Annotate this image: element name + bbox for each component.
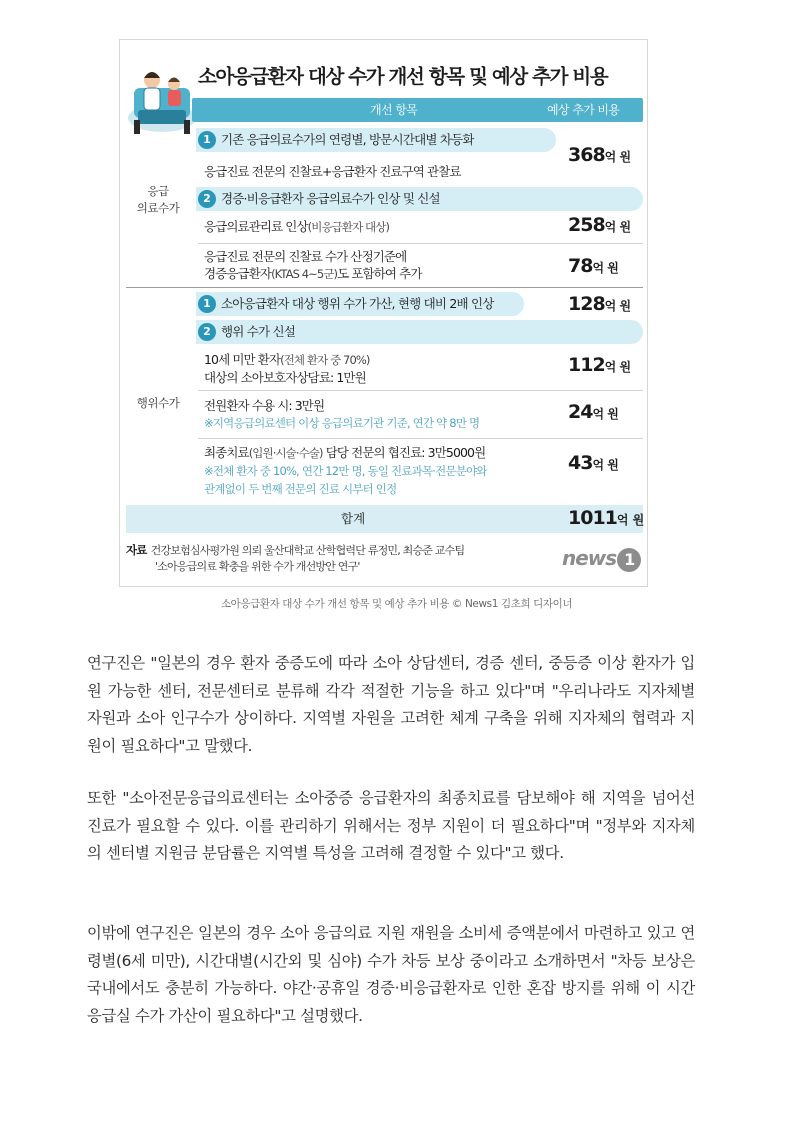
row-2-text	[204, 218, 389, 236]
article-paragraph-2: 또한 "소아전문응급의료센터는 소아중증 응급환자의 최종치료를 담보해야 해 지역을 넘어선 진료가 필요할 수 있다. 이를 관리하기 위해서는 정부 지원이 더 필요하다"며 "정부와 지자체의 센터별 지원금 분담률은 지역별 특성을 고려해 결정할 수 있다"고 했다.	[87, 789, 695, 862]
logo-number: 1	[617, 548, 641, 572]
row-7-note-2: 관계없이 두 번째 전문의 진료 시부터 인정	[204, 482, 397, 496]
item-header-1	[196, 128, 556, 152]
row-3-cost	[568, 255, 618, 277]
row-3-line-2b: (KTAS 4~5군)	[271, 267, 338, 281]
total-row	[126, 505, 643, 533]
doctor-child-illustration	[126, 58, 198, 136]
row-1-cost	[568, 144, 631, 166]
row-4-cost	[568, 293, 631, 315]
cost-amount: 128	[568, 293, 605, 315]
cost-unit: 억 원	[592, 261, 619, 275]
number-badge: 2	[198, 323, 216, 341]
row-6-text	[204, 397, 479, 432]
row-2-sub: (비응급환자 대상)	[307, 220, 390, 234]
category-line-2: 의료수가	[136, 201, 180, 215]
table-header	[192, 98, 643, 122]
item-header-2	[196, 187, 643, 211]
cost-amount: 258	[568, 214, 605, 236]
cost-amount: 368	[568, 144, 605, 166]
cost-amount: 43	[568, 452, 593, 474]
row-7-text	[204, 444, 487, 498]
row-3-line-2a: 경증응급환자	[204, 266, 272, 281]
total-amount: 1011	[568, 507, 617, 529]
cost-unit: 억 원	[604, 299, 631, 313]
row-5-line-1b: (전체 환자 중 70%)	[280, 353, 370, 367]
header-items: 개선 항목	[370, 103, 418, 117]
number-badge: 1	[198, 295, 216, 313]
source-line-2: '소아응급의료 확충을 위한 수가 개선방안 연구'	[155, 560, 360, 573]
row-7-line-1c: 담당 전문의 협진료: 3만5000원	[322, 445, 486, 460]
row-5-line-1a: 10세 미만 환자	[204, 352, 281, 367]
number-badge: 2	[198, 190, 216, 208]
cost-amount: 78	[568, 255, 593, 277]
row-5-cost	[568, 354, 631, 376]
source-label: 자료	[126, 543, 147, 557]
row-5-line-2: 대상의 소아보호자상담료: 1만원	[204, 370, 366, 385]
cost-unit: 억 원	[592, 458, 619, 472]
category-procedure-fee: 행위수가	[136, 396, 180, 410]
row-7-line-1b: (입원·시술·수술)	[248, 446, 323, 460]
article-paragraph-1: 연구진은 "일본의 경우 환자 중증도에 따라 소아 상담센터, 경증 센터, 중등증 이상 환자가 입원 가능한 센터, 전문센터로 분류해 각각 적절한 기능을 하고 있다"며 "우리나라도 지자체별 자원과 소아 인구수가 상이하다. 지역별 자원을 고려한 체계 구축을 위해 지자체의 협력과 지원이 필요하다"고 말했다.	[87, 654, 695, 755]
category-emergency-fee	[128, 183, 188, 217]
item-header-text: 경증·비응급환자 응급의료수가 인상 및 신설	[221, 191, 440, 206]
section-divider	[126, 287, 643, 288]
row-7-cost	[568, 452, 618, 474]
row-5-text	[204, 351, 370, 386]
source-line-1: 건강보험심사평가원 의뢰 울산대학교 산학협력단 류정민, 최승준 교수팀	[150, 544, 465, 557]
row-7-line-1a: 최종치료	[204, 445, 249, 460]
news1-logo	[562, 546, 641, 572]
item-header-4	[196, 320, 643, 344]
infographic	[119, 39, 648, 587]
row-2-main: 응급의료관리료 인상	[204, 219, 308, 234]
item-header-text: 소아응급환자 대상 행위 수가 가산, 현행 대비 2배 인상	[221, 296, 494, 311]
row-divider	[198, 243, 643, 244]
item-header-3	[196, 292, 524, 316]
cost-amount: 112	[568, 354, 605, 376]
cost-unit: 억 원	[592, 407, 619, 421]
row-6-cost	[568, 401, 618, 423]
row-divider	[198, 438, 643, 439]
row-3-line-2c: 도 포함하여 추가	[337, 266, 422, 281]
row-1-text: 응급진료 전문의 진찰료+응급환자 진료구역 관찰료	[204, 164, 461, 179]
cost-unit: 억 원	[604, 220, 631, 234]
cost-unit: 억 원	[604, 360, 631, 374]
logo-text: news	[562, 546, 617, 570]
row-7-note-1: ※전체 환자 중 10%, 연간 12만 명, 동일 진료과목·전문분야와	[204, 464, 487, 478]
number-badge: 1	[198, 131, 216, 149]
total-label: 합계	[341, 511, 366, 526]
article-paragraph-3: 이밖에 연구진은 일본의 경우 소아 응급의료 지원 재원을 소비세 증액분에서 마련하고 있고 연령별(6세 미만), 시간대별(시간외 및 심야) 수가 차등 보상 중이라고 소개하면서 "차등 보상은 국내에서도 충분히 가능하다. 야간·공휴일 경증·비응급환자로 인한 혼잡 방지를 위해 이 시간 응급실 수가 가산이 필요하다"고 설명했다.	[87, 924, 695, 1025]
item-header-text: 기존 응급의료수가의 연령별, 방문시간대별 차등화	[221, 132, 474, 147]
source-note	[126, 542, 464, 575]
row-3-text	[204, 248, 422, 283]
cost-unit: 억 원	[616, 513, 645, 527]
row-2-cost	[568, 214, 631, 236]
item-header-text: 행위 수가 신설	[221, 324, 295, 339]
cost-amount: 24	[568, 401, 593, 423]
row-6-note: ※지역응급의료센터 이상 응급의료기관 기준, 연간 약 8만 명	[204, 416, 480, 430]
row-6-line-1: 전원환자 수용 시: 3만원	[204, 398, 325, 413]
row-3-line-1: 응급진료 전문의 진찰료 수가 산정기준에	[204, 249, 407, 264]
image-caption: 소아응급환자 대상 수가 개선 항목 및 예상 추가 비용 © News1 김초희 디자이너	[220, 598, 573, 610]
category-line-1: 응급	[147, 184, 169, 198]
infographic-title: 소아응급환자 대상 수가 개선 항목 및 예상 추가 비용	[198, 65, 608, 88]
cost-unit: 억 원	[604, 150, 631, 164]
total-cost	[568, 507, 644, 529]
row-divider	[198, 390, 643, 391]
header-cost: 예상 추가 비용	[547, 103, 620, 117]
